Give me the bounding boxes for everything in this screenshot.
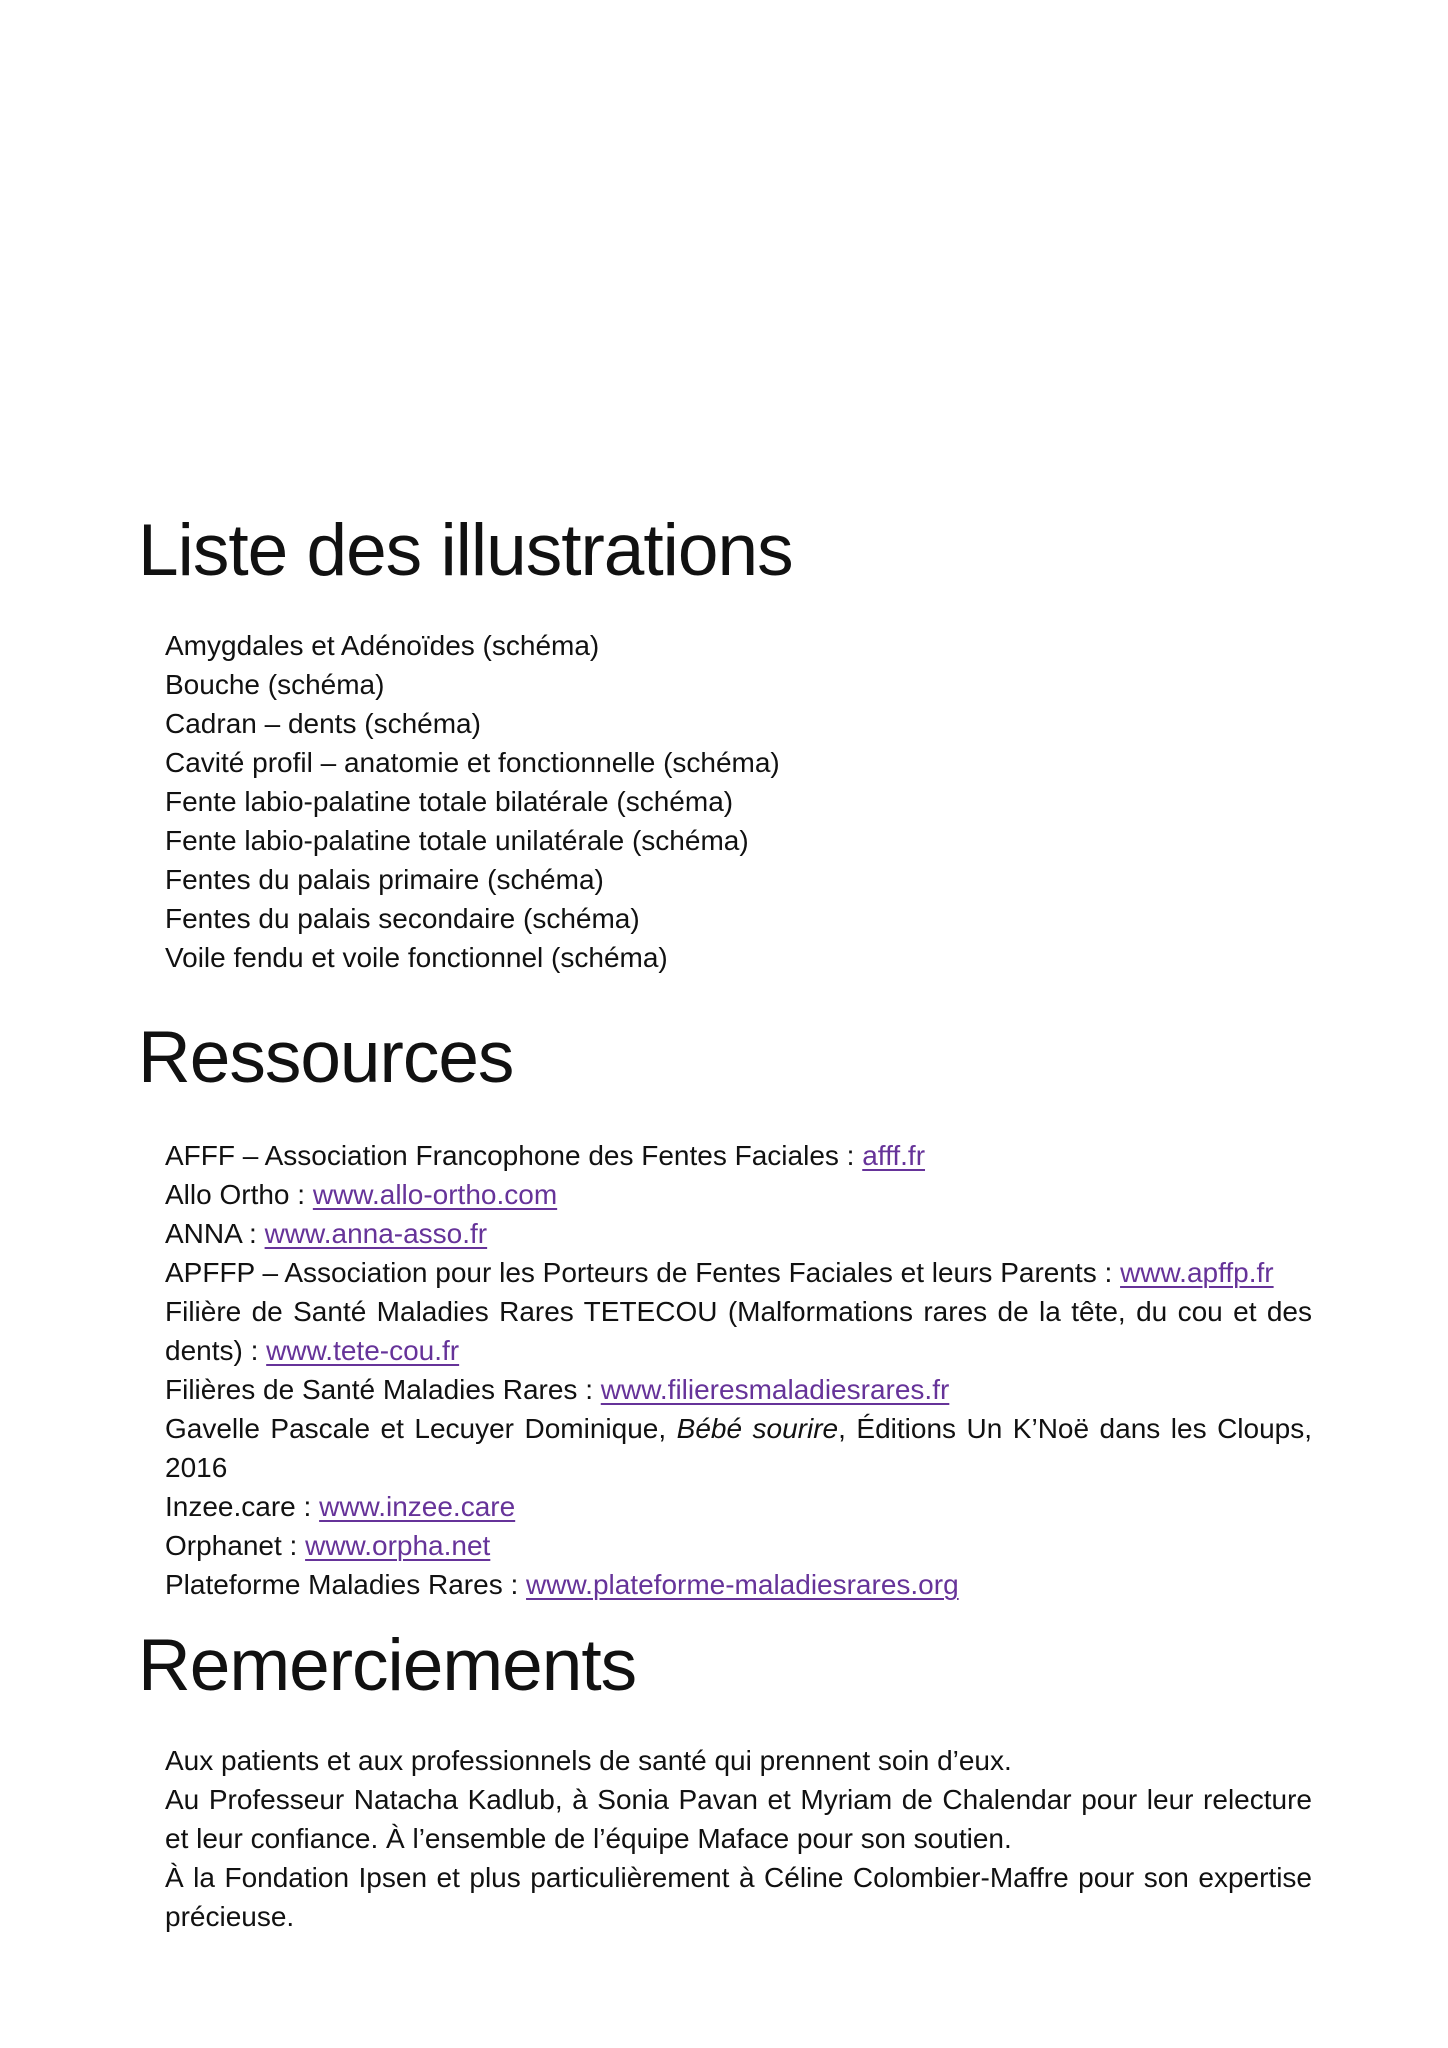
- resource-item: [165, 1487, 1312, 1526]
- illustration-item: Fente labio-palatine totale bilatérale (schéma): [165, 786, 734, 817]
- resource-label: ANNA: [165, 1218, 242, 1249]
- resource-link[interactable]: afff.fr: [862, 1140, 926, 1171]
- resource-label: AFFF – Association Francophone des Fentes Faciales: [165, 1140, 839, 1171]
- resource-link[interactable]: www.filieresmaladiesrares.fr: [600, 1374, 950, 1405]
- acknowledgements-text: [165, 1741, 1312, 1936]
- resource-label: Filière de Santé Maladies Rares TETECOU (Malformations rares de la tête, du cou et des dents): [165, 1296, 1312, 1366]
- resource-link[interactable]: www.allo-ortho.com: [312, 1179, 558, 1210]
- resource-link[interactable]: www.inzee.care: [319, 1491, 516, 1522]
- illustration-item: Amygdales et Adénoïdes (schéma): [165, 630, 600, 661]
- book-title: Bébé sourire: [676, 1413, 839, 1444]
- resources-list: [165, 1136, 1312, 1604]
- acknowledgement-paragraph: Aux patients et aux professionnels de santé qui prennent soin d’eux.: [165, 1745, 1012, 1776]
- acknowledgements-section-title: Remerciements: [138, 1625, 637, 1706]
- illustration-item: Fentes du palais primaire (schéma): [165, 864, 604, 895]
- resource-item: [165, 1175, 1312, 1214]
- resource-label: Inzee.care: [165, 1491, 296, 1522]
- resource-separator: :: [281, 1530, 306, 1561]
- resource-link[interactable]: www.apffp.fr: [1120, 1257, 1274, 1288]
- resource-label: Plateforme Maladies Rares: [165, 1569, 503, 1600]
- illustration-item: Voile fendu et voile fonctionnel (schéma): [165, 942, 668, 973]
- resource-separator: :: [241, 1218, 265, 1249]
- resource-separator: :: [838, 1140, 863, 1171]
- illustration-item: Fentes du palais secondaire (schéma): [165, 903, 640, 934]
- illustration-item: Cavité profil – anatomie et fonctionnelle (schéma): [165, 747, 780, 778]
- illustration-item: Bouche (schéma): [165, 669, 385, 700]
- resource-link[interactable]: www.anna-asso.fr: [264, 1218, 488, 1249]
- resource-separator: :: [577, 1374, 601, 1405]
- book-authors: Gavelle Pascale et Lecuyer Dominique,: [165, 1413, 677, 1444]
- resource-item: [165, 1526, 1312, 1565]
- resource-item-book: [165, 1409, 1312, 1487]
- resource-separator: :: [289, 1179, 313, 1210]
- resource-link[interactable]: www.plateforme-maladiesrares.org: [526, 1569, 959, 1600]
- resource-link[interactable]: www.orpha.net: [305, 1530, 491, 1561]
- resource-item: [165, 1370, 1312, 1409]
- resource-item: [165, 1136, 1312, 1175]
- illustration-item: Fente labio-palatine totale unilatérale (schéma): [165, 825, 749, 856]
- resource-item: [165, 1214, 1312, 1253]
- resource-separator: :: [295, 1491, 320, 1522]
- resource-item: [165, 1565, 1312, 1604]
- illustrations-list: [165, 626, 1345, 977]
- illustration-item: Cadran – dents (schéma): [165, 708, 481, 739]
- resource-separator: :: [1096, 1257, 1121, 1288]
- resource-item: [165, 1292, 1312, 1370]
- book-publisher-year: , Éditions Un K’Noë dans les Cloups, 2016: [165, 1413, 1313, 1483]
- resource-separator: :: [502, 1569, 527, 1600]
- resource-label: Orphanet: [165, 1530, 282, 1561]
- resource-label: APFFP – Association pour les Porteurs de Fentes Faciales et leurs Parents: [165, 1257, 1097, 1288]
- acknowledgement-paragraph: Au Professeur Natacha Kadlub, à Sonia Pavan et Myriam de Chalendar pour leur relecture et leur confiance. À l’ensemble de l’équipe Maface pour son soutien.: [165, 1784, 1312, 1854]
- resources-section-title: Ressources: [138, 1017, 514, 1098]
- resource-item: [165, 1253, 1312, 1292]
- resource-link[interactable]: www.tete-cou.fr: [266, 1335, 460, 1366]
- acknowledgement-paragraph: À la Fondation Ipsen et plus particulièrement à Céline Colombier-Maffre pour son expertise précieuse.: [165, 1862, 1312, 1932]
- resource-label: Filières de Santé Maladies Rares: [165, 1374, 578, 1405]
- illustrations-section-title: Liste des illustrations: [138, 510, 793, 591]
- resource-label: Allo Ortho: [165, 1179, 290, 1210]
- resource-separator: :: [242, 1335, 267, 1366]
